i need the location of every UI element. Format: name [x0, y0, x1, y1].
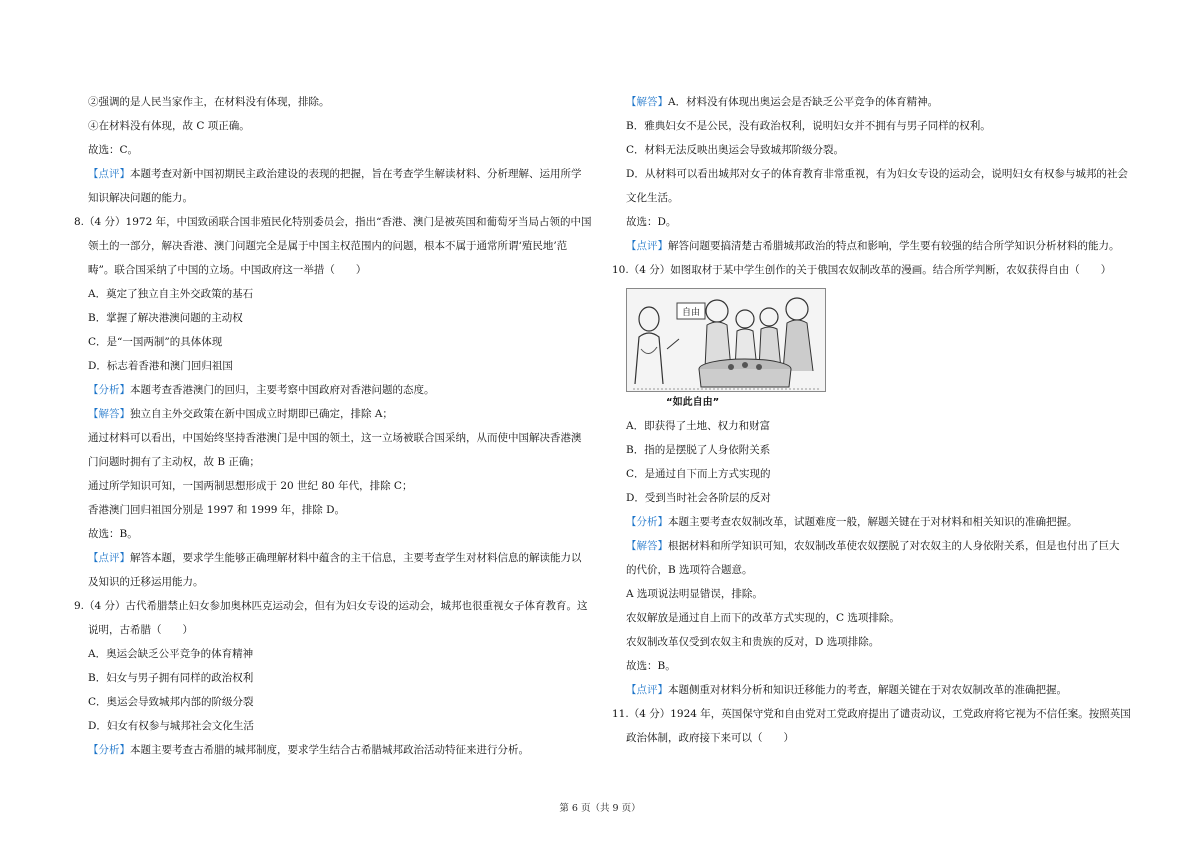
line-text: 根据材料和所学知识可知，农奴制改革使农奴摆脱了对农奴主的人身依附关系，但是也付出了巨大 [668, 540, 1120, 552]
text-line [612, 558, 1132, 582]
line-text: C．材料无法反映出奥运会导致城邦阶级分裂。 [626, 144, 845, 156]
line-text: D．受到当时社会各阶层的反对 [626, 492, 771, 504]
line-text: 解答问题要搞清楚古希腊城邦政治的特点和影响，学生要有较强的结合所学知识分析材料的能力。 [668, 240, 1120, 252]
text-line [74, 642, 594, 666]
text-line [612, 438, 1132, 462]
right-column-top [612, 90, 1132, 282]
left-column [74, 90, 594, 762]
line-text: 的代价，B 选项符合题意。 [626, 564, 753, 576]
text-line [612, 726, 1132, 750]
text-line [612, 162, 1132, 186]
text-line [612, 654, 1132, 678]
line-text: A 选项说法明显错误，排除。 [626, 588, 763, 600]
text-line [74, 258, 594, 282]
line-text: 故选：B。 [626, 660, 676, 672]
line-text: 通过材料可以看出，中国始终坚持香港澳门是中国的领土，这一立场被联合国采纳，从而使中国解决香港澳 [88, 432, 582, 444]
line-text: A．奠定了独立自主外交政策的基石 [88, 288, 254, 300]
text-line [74, 498, 594, 522]
section-tag: 【分析】 [626, 516, 668, 528]
line-text: ④在材料没有体现，故 C 项正确。 [88, 120, 250, 132]
section-tag: 【解答】 [626, 540, 668, 552]
serf-reform-cartoon-image [626, 288, 826, 392]
line-text: 9.（4 分）古代希腊禁止妇女参加奥林匹克运动会，但有为妇女专设的运动会，城邦也很重视女子体育教育。这 [74, 600, 588, 612]
text-line [612, 582, 1132, 606]
text-line [74, 114, 594, 138]
line-text: 畴”。联合国采纳了中国的立场。中国政府这一举措（ ） [88, 264, 367, 276]
line-text: 解答本题，要求学生能够正确理解材料中蕴含的主干信息，主要考查学生对材料信息的解读能力以 [130, 552, 582, 564]
line-text: ②强调的是人民当家作主，在材料没有体现，排除。 [88, 96, 330, 108]
section-tag: 【解答】 [626, 96, 668, 108]
text-line [74, 306, 594, 330]
section-tag: 【点评】 [88, 552, 130, 564]
line-text: 门问题时拥有了主动权，故 B 正确； [88, 456, 260, 468]
line-text: 独立自主外交政策在新中国成立时期即已确定，排除 A； [130, 408, 393, 420]
line-text: 本题侧重对材料分析和知识迁移能力的考查，解题关键在于对农奴制改革的准确把握。 [668, 684, 1067, 696]
line-text: B．指的是摆脱了人身依附关系 [626, 444, 771, 456]
line-text: 政治体制，政府接下来可以（ ） [626, 732, 794, 744]
line-text: D．从材料可以看出城邦对女子的体育教育非常重视，有为妇女专设的运动会，说明妇女有权参与城邦的社会 [626, 168, 1128, 180]
text-line [612, 210, 1132, 234]
line-text: B．雅典妇女不是公民，没有政治权利，说明妇女并不拥有与男子同样的权利。 [626, 120, 991, 132]
text-line [74, 522, 594, 546]
section-tag: 【解答】 [88, 408, 130, 420]
line-text: 故选：D。 [626, 216, 677, 228]
text-line [74, 234, 594, 258]
line-text: 及知识的迁移运用能力。 [88, 576, 204, 588]
line-text: 10.（4 分）如图取材于某中学生创作的关于俄国农奴制改革的漫画。结合所学判断，农奴获得自由（ ） [612, 264, 1112, 276]
line-text: A．奥运会缺乏公平竞争的体育精神 [88, 648, 254, 660]
right-column [612, 90, 1132, 750]
line-text: A．材料没有体现出奥运会是否缺乏公平竞争的体育精神。 [668, 96, 939, 108]
line-text: D．妇女有权参与城邦社会文化生活 [88, 720, 254, 732]
text-line [612, 234, 1132, 258]
line-text: 本题考查对新中国初期民主政治建设的表现的把握，旨在考查学生解读材料、分析理解、运用所学 [130, 168, 582, 180]
text-line [612, 486, 1132, 510]
text-line [74, 474, 594, 498]
line-text: 说明，古希腊（ ） [88, 624, 193, 636]
text-line [74, 546, 594, 570]
text-line [74, 282, 594, 306]
section-tag: 【分析】 [88, 744, 130, 756]
section-tag: 【点评】 [626, 240, 668, 252]
text-line [612, 606, 1132, 630]
line-text: 本题主要考查农奴制改革，试题难度一般，解题关键在于对材料和相关知识的准确把握。 [668, 516, 1078, 528]
text-line [612, 702, 1132, 726]
line-text: 8.（4 分）1972 年，中国致函联合国非殖民化特别委员会，指出“香港、澳门是被英国和葡萄牙当局占领的中国 [74, 216, 592, 228]
line-text: 香港澳门回归祖国分别是 1997 和 1999 年，排除 D。 [88, 504, 346, 516]
line-text: 知识解决问题的能力。 [88, 192, 193, 204]
text-line [74, 690, 594, 714]
text-line [74, 402, 594, 426]
text-line [74, 594, 594, 618]
line-text: 文化生活。 [626, 192, 679, 204]
text-line [74, 714, 594, 738]
line-text: 本题考查香港澳门的回归，主要考察中国政府对香港问题的态度。 [130, 384, 435, 396]
text-line [74, 354, 594, 378]
text-line [612, 90, 1132, 114]
text-line [612, 462, 1132, 486]
line-text: 故选：B。 [88, 528, 138, 540]
text-line [612, 114, 1132, 138]
text-line [612, 534, 1132, 558]
line-text: 农奴制改革仅受到农奴主和贵族的反对，D 选项排除。 [626, 636, 880, 648]
line-text: C．是通过自下而上方式实现的 [626, 468, 771, 480]
text-line [74, 570, 594, 594]
line-text: C．奥运会导致城邦内部的阶级分裂 [88, 696, 254, 708]
text-line [74, 450, 594, 474]
section-tag: 【点评】 [626, 684, 668, 696]
cartoon-sign-text: 自由 [681, 308, 701, 318]
line-text: 故选：C。 [88, 144, 139, 156]
line-text: 领土的一部分，解决香港、澳门问题完全是属于中国主权范围内的问题，根本不属于通常所谓‘殖民地’范 [88, 240, 568, 252]
line-text: 11.（4 分）1924 年，英国保守党和自由党对工党政府提出了谴责动议，工党政府将它视为不信任案。按照英国 [612, 708, 1131, 720]
cartoon-figure [612, 282, 1132, 392]
section-tag: 【点评】 [88, 168, 130, 180]
text-line [74, 666, 594, 690]
text-line [612, 414, 1132, 438]
text-line [612, 678, 1132, 702]
text-line [74, 162, 594, 186]
figure-caption: “如此自由” [666, 397, 720, 408]
line-text: B．妇女与男子拥有同样的政治权利 [88, 672, 254, 684]
text-line [74, 426, 594, 450]
line-text: A．即获得了土地、权力和财富 [626, 420, 771, 432]
text-line [612, 258, 1132, 282]
section-tag: 【分析】 [88, 384, 130, 396]
text-line [74, 330, 594, 354]
page-footer: 第 6 页（共 9 页） [559, 803, 641, 814]
line-text: B．掌握了解决港澳问题的主动权 [88, 312, 243, 324]
line-text: 通过所学知识可知，一国两制思想形成于 20 世纪 80 年代，排除 C； [88, 480, 413, 492]
line-text: C．是“一国两制”的具体体现 [88, 336, 223, 348]
text-line [74, 618, 594, 642]
text-line [74, 210, 594, 234]
text-line [74, 738, 594, 762]
line-text: 农奴解放是通过自上而下的改革方式实现的，C 选项排除。 [626, 612, 900, 624]
text-line [74, 138, 594, 162]
line-text: D．标志着香港和澳门回归祖国 [88, 360, 233, 372]
text-line [612, 138, 1132, 162]
right-column-bottom [612, 414, 1132, 750]
text-line [74, 378, 594, 402]
text-line [74, 186, 594, 210]
line-text: 本题主要考查古希腊的城邦制度，要求学生结合古希腊城邦政治活动特征来进行分析。 [130, 744, 529, 756]
text-line [612, 510, 1132, 534]
text-line [612, 630, 1132, 654]
text-line [74, 90, 594, 114]
text-line [612, 186, 1132, 210]
